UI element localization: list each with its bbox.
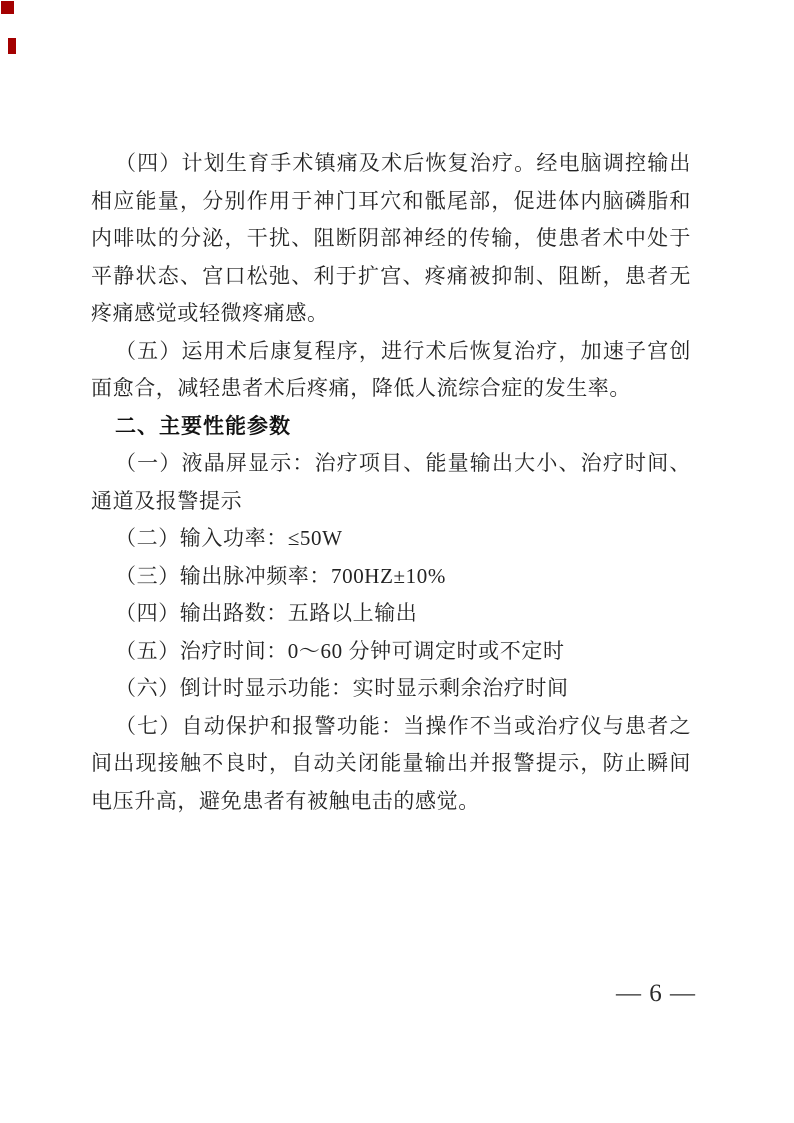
section-heading: 二、主要性能参数 [115,414,291,438]
paragraph: （三）输出脉冲频率：700HZ±10% [115,563,446,588]
paragraph: （二）输入功率：≤50W [115,526,343,550]
document-body [91,145,691,820]
paragraph: （五）运用术后康复程序，进行术后恢复治疗，加速子宫创面愈合，减轻患者术后疼痛，降低人流综合症的发生率。 [91,338,691,400]
paragraph: （四）计划生育手术镇痛及术后恢复治疗。经电脑调控输出相应能量，分别作用于神门耳穴和骶尾部，促进体内脑磷脂和内啡呔的分泌，干扰、阻断阴部神经的传输，使患者术中处于平静状态、宫口松弛、利于扩宫、疼痛被抑制、阻断，患者无疼痛感觉或轻微疼痛感。 [91,151,691,325]
paragraph: （四）输出路数：五路以上输出 [115,601,418,625]
red-artifact-mark [8,38,16,54]
paragraph: （七）自动保护和报警功能：当操作不当或治疗仪与患者之间出现接触不良时，自动关闭能量输出并报警提示，防止瞬间电压升高，避免患者有被触电击的感觉。 [91,713,691,813]
page-number: — 6 — [616,980,696,1007]
paragraph: （一）液晶屏显示：治疗项目、能量输出大小、治疗时间、通道及报警提示 [91,451,691,513]
paragraph: （五）治疗时间：0～60 分钟可调定时或不定时 [115,638,565,663]
red-artifact-mark [1,1,14,14]
paragraph: （六）倒计时显示功能：实时显示剩余治疗时间 [115,676,569,700]
